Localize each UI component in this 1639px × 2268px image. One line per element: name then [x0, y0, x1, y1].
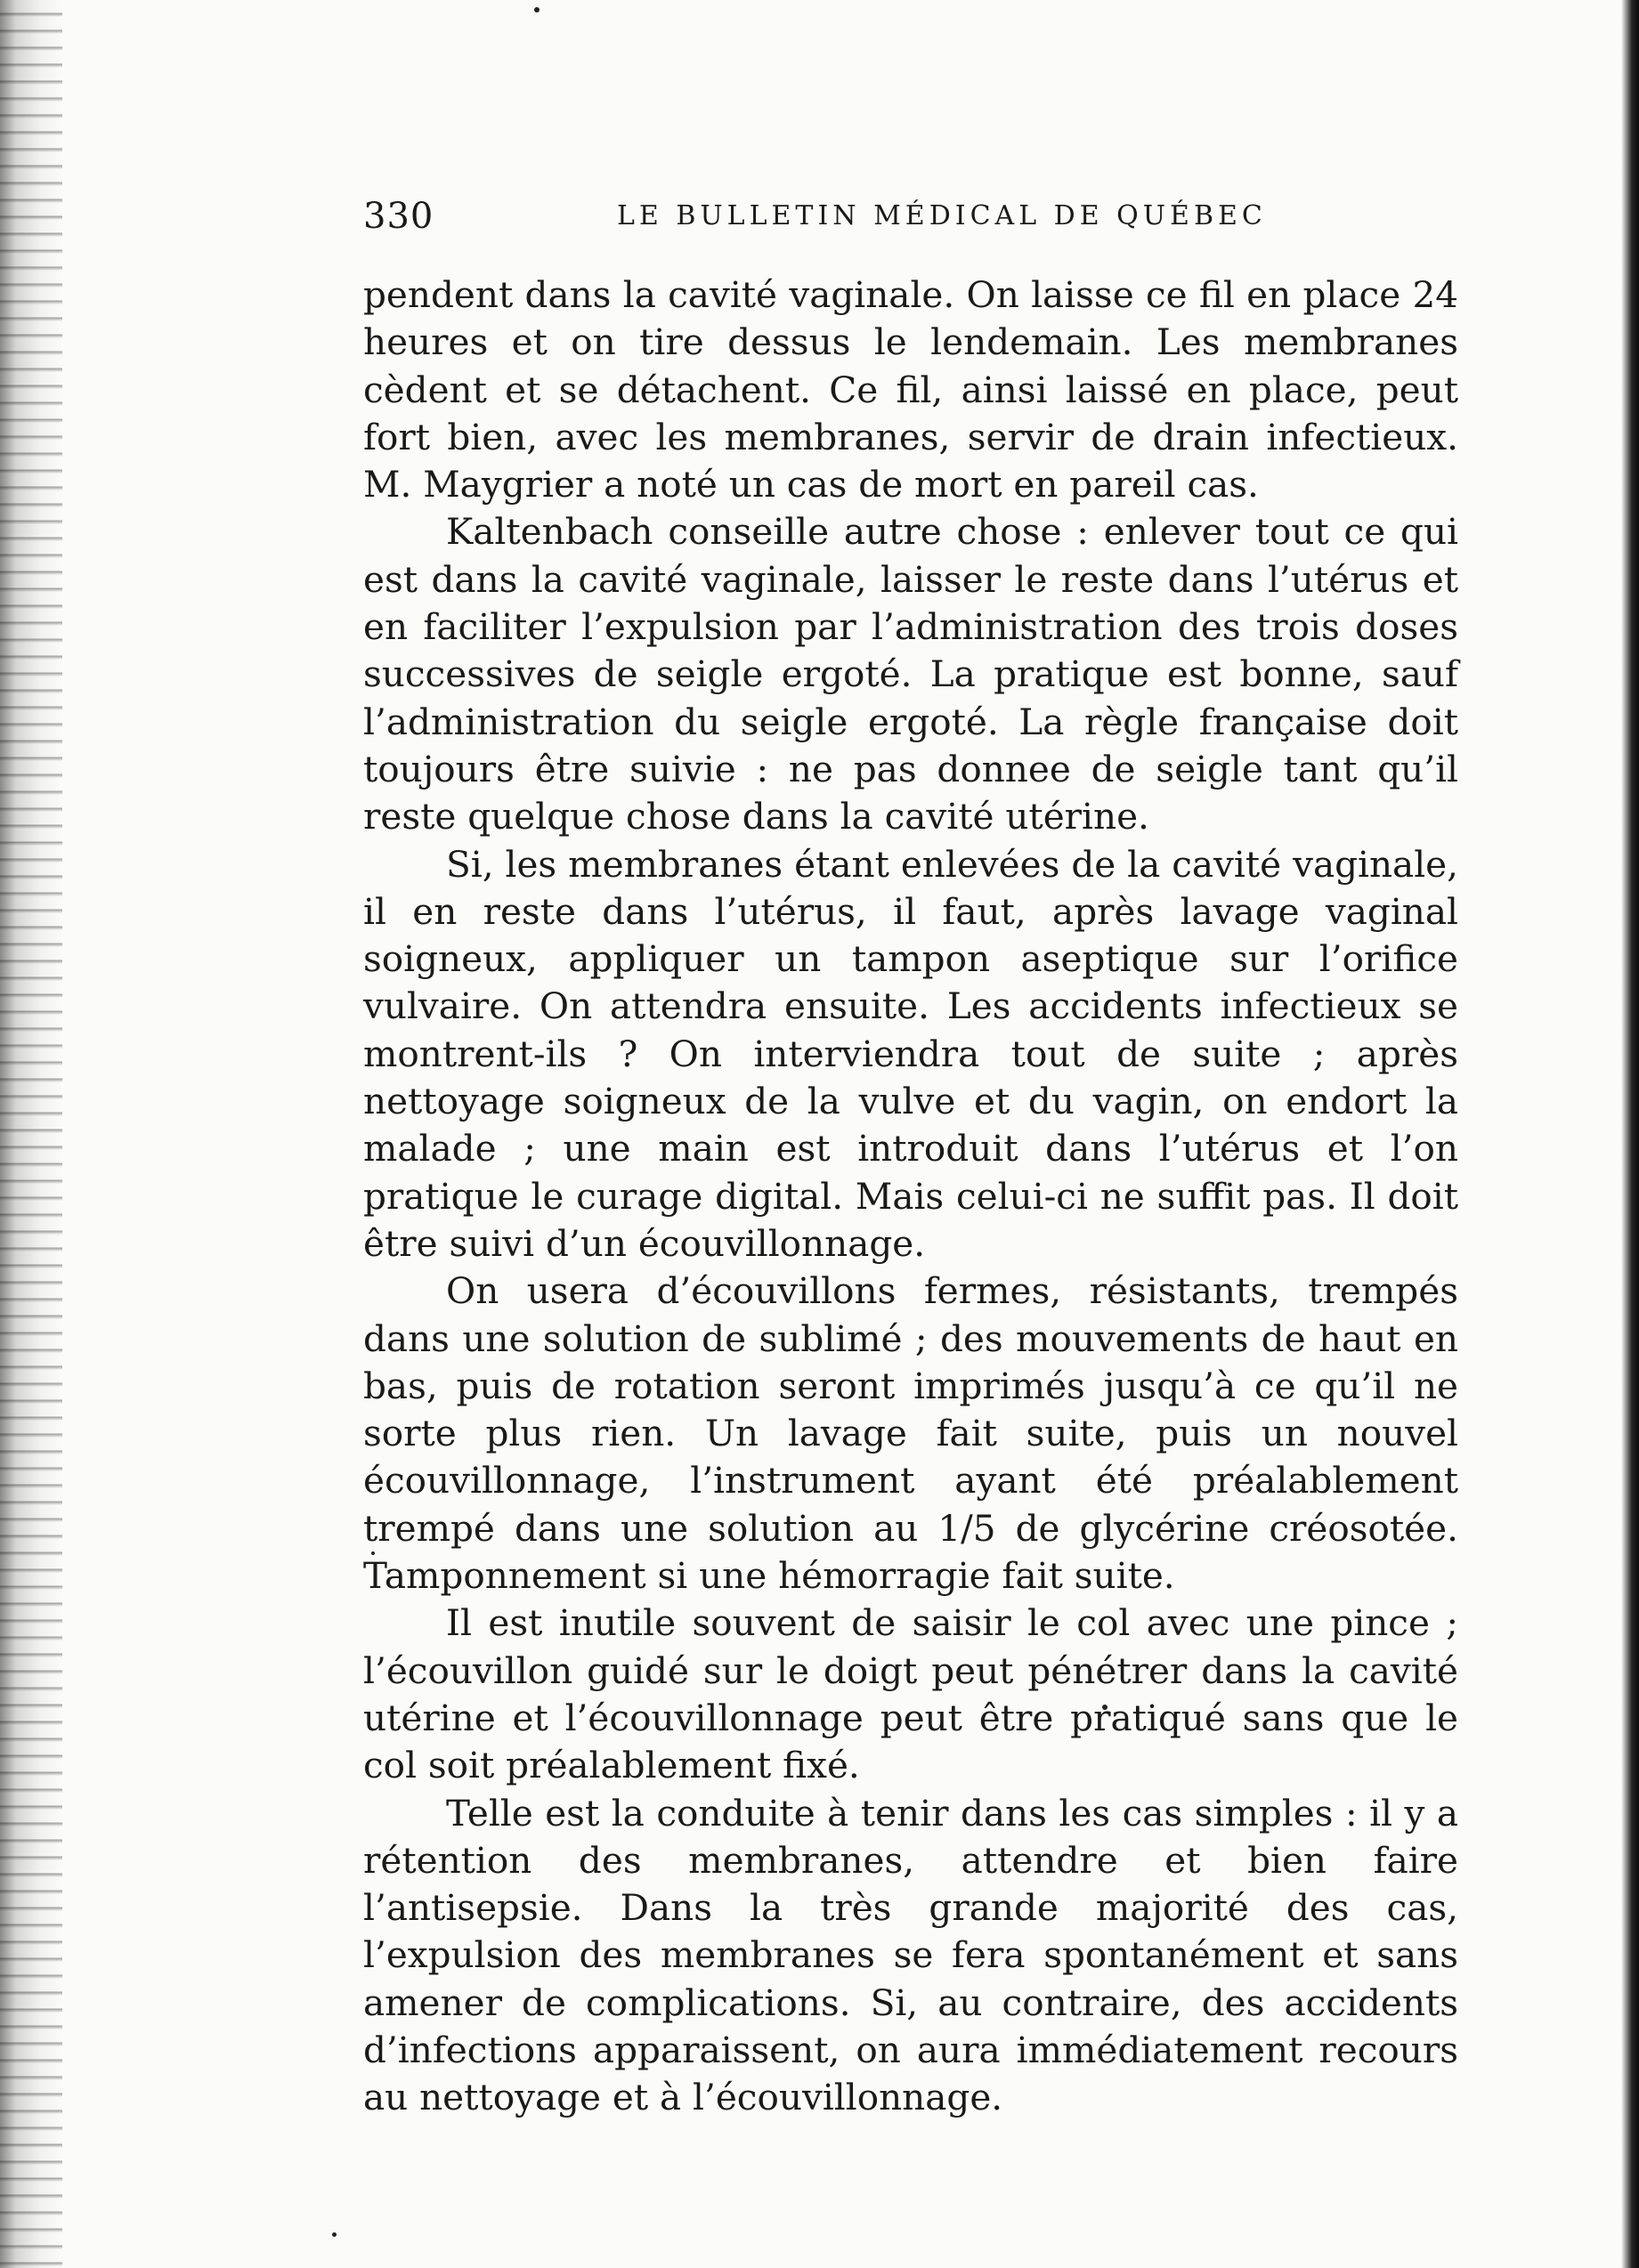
page-number: 330	[363, 196, 434, 237]
page-header	[363, 191, 1267, 241]
speck	[332, 2232, 337, 2237]
article-body	[363, 271, 1458, 2122]
paragraph: Il est inutile souvent de saisir le col avec une pince ; l’écouvillon guidé sur le doigt peut pénétrer dans la cavité utérine et l’écouvillonnage peut être pratiqué sans que le col soit préalablement fixé.	[363, 1601, 1458, 1787]
paragraph: Kaltenbach conseille autre chose : enlever tout ce qui est dans la cavité vaginale, laisser le reste dans l’utérus et en faciliter l’expulsion par l’administration des trois doses successives de seigle ergoté. La pratique est bonne, sauf l’administration du seigle ergoté. La règle française doit toujours être suivie : ne pas donnee de seigle tant qu’il reste quelque chose dans la cavité utérine.	[363, 510, 1458, 838]
binding-edge-left	[0, 0, 62, 2268]
paragraph: Si, les membranes étant enlevées de la cavité vaginale, il en reste dans l’utérus, il faut, après lavage vaginal soigneux, appliquer un tampon aseptique sur l’orifice vulvaire. On attendra ensuite. Les accidents infectieux se montrent-ils ? On interviendra tout de suite ; après nettoyage soigneux de la vulve et du vagin, on endort la malade ; une main est introduit dans l’utérus et l’on pratique le curage digital. Mais celui-ci ne suffit pas. Il doit être suivi d’un écouvillonnage.	[363, 842, 1458, 1265]
paragraph: pendent dans la cavité vaginale. On laisse ce fil en place 24 heures et on tire dessus le lendemain. Les membranes cèdent et se détachent. Ce fil, ainsi laissé en place, peut fort bien, avec les membranes, servir de drain infectieux. M. Maygrier a noté un cas de mort en pareil cas.	[363, 273, 1458, 506]
paragraph: On usera d’écouvillons fermes, résistants, trempés dans une solution de sublimé ; des mouvements de haut en bas, puis de rotation seront imprimés jusqu’à ce qu’il ne sorte plus rien. Un lavage fait suite, puis un nouvel écouvillonnage, l’instrument ayant été préalablement trempé dans une solution au 1/5 de glycérine créosotée. Tamponnement si une hémorragie fait suite.	[363, 1269, 1458, 1598]
page-edge-right	[1621, 0, 1639, 2268]
running-title: LE BULLETIN MÉDICAL DE QUÉBEC	[617, 200, 1267, 231]
speck	[534, 7, 540, 12]
paragraph: Telle est la conduite à tenir dans les cas simples : il y a rétention des membranes, attendre et bien faire l’antisepsie. Dans la très grande majorité des cas, l’expulsion des membranes se fera spontanément et sans amener de complications. Si, au contraire, des accidents d’infections apparaissent, on aura immédiatement recours au nettoyage et à l’écouvillonnage.	[363, 1791, 1458, 2119]
